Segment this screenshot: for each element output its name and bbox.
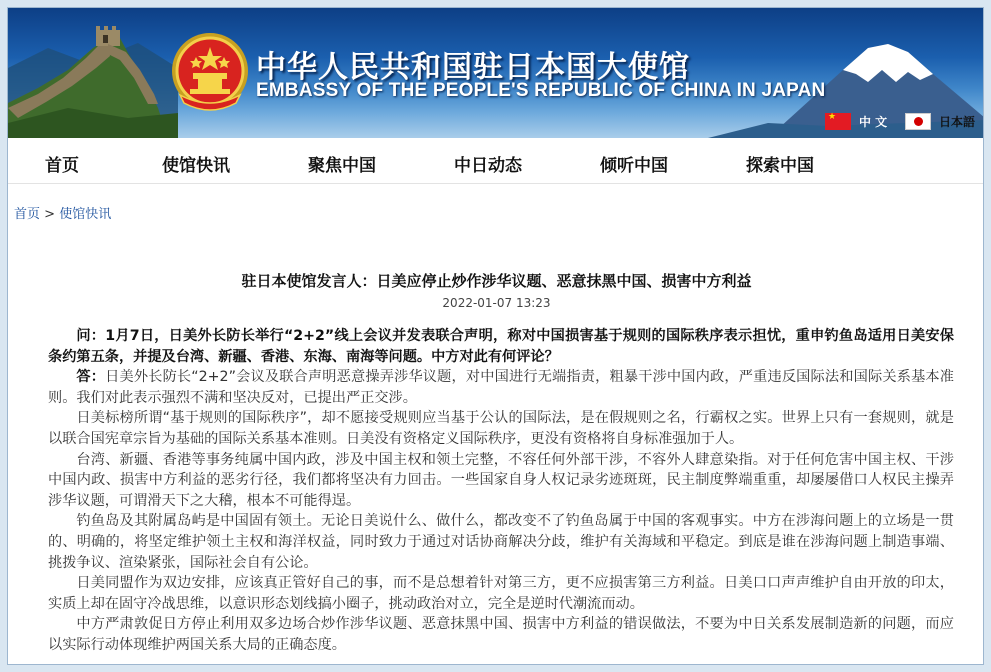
article-paragraph: 日美同盟作为双边安排，应该真正管好自己的事，而不是总想着针对第三方，更不应损害第三方利益。日美口口声声维护自由开放的印太，实质上却在固守冷战思维，以意识形态划线搞小圈子，挑动政治对立，完全是逆时代潮流而动。 <box>48 575 954 612</box>
answer-label: 答： <box>76 369 106 386</box>
main-nav <box>8 138 984 184</box>
page-frame <box>7 7 984 665</box>
language-chinese-label[interactable]: 中 文 <box>859 114 888 129</box>
language-switch-japanese[interactable] <box>905 112 975 130</box>
article-body <box>48 326 954 656</box>
article-title: 驻日本使馆发言人：日美应停止炒作涉华议题、恶意抹黑中国、损害中方利益 <box>241 272 752 290</box>
breadcrumb-home-link[interactable]: 首页 <box>14 207 41 222</box>
nav-item-explore-china[interactable]: 探索中国 <box>746 156 814 176</box>
article-paragraph: 日美标榜所谓“基于规则的国际秩序”，却不愿接受规则应当基于公认的国际法，是在假规则之名，行霸权之实。世界上只有一套规则，就是以联合国宪章宗旨为基础的国际关系基本准则。日美没有资格定义国际秩序，更没有资格将自身标准强加于人。 <box>48 410 954 447</box>
nav-item-home[interactable]: 首页 <box>45 156 79 176</box>
language-switch-chinese[interactable] <box>825 112 887 130</box>
breadcrumb <box>14 203 111 222</box>
nav-item-china-japan[interactable]: 中日动态 <box>454 156 522 176</box>
article-paragraph: 钓鱼岛及其附属岛屿是中国固有领土。无论日美说什么、做什么，都改变不了钓鱼岛属于中国的客观事实。中方在涉海问题上的立场是一贯的、明确的，将坚定维护领土主权和海洋权益，同时致力于通过对话协商解决分歧，维护有关海域和平稳定。到底是谁在涉海问题上制造事端、挑拨争议、渲染紧张，国际社会自有公论。 <box>48 513 954 571</box>
nav-item-embassy-news[interactable]: 使馆快讯 <box>162 156 230 176</box>
site-title-english: EMBASSY OF THE PEOPLE'S REPUBLIC OF CHINA IN JAPAN <box>256 80 826 101</box>
breadcrumb-current-link[interactable]: 使馆快讯 <box>59 207 112 222</box>
national-emblem-icon <box>172 33 248 110</box>
article-answer <box>48 367 954 408</box>
site-title-chinese: 中华人民共和国驻日本国大使馆 <box>256 50 690 85</box>
language-japanese-label[interactable]: 日本語 <box>939 114 976 129</box>
answer-first-text: 日美外长防长“2+2”会议及联合声明恶意操弄涉华议题，对中国进行无端指责，粗暴干涉中国内政，严重违反国际法和国际关系基本准则。我们对此表示强烈不满和坚决反对，已提出严正交涉。 <box>48 369 954 406</box>
nav-item-listen-china[interactable]: 倾听中国 <box>600 156 668 176</box>
japan-flag-icon <box>905 113 931 130</box>
article-question: 问：1月7日，日美外长防长举行“2+2”线上会议并发表联合声明，称对中国损害基于规则的国际秩序表示担忧，重申钓鱼岛适用日美安保条约第五条，并提及台湾、新疆、香港、东海、南海等问题。中方对此有何评论？ <box>48 328 954 365</box>
article-paragraph: 台湾、新疆、香港等事务纯属中国内政，涉及中国主权和领土完整，不容任何外部干涉，不容外人肆意染指。对于任何危害中国主权、干涉中国内政、损害中方利益的恶劣行径，我们都将坚决有力回击。一些国家自身人权记录劣迹斑斑，民主制度弊端重重，却屡屡借口人权民主操弄涉华议题，可谓滑天下之大稽，根本不可能得逞。 <box>48 451 954 509</box>
site-banner <box>8 8 984 138</box>
breadcrumb-separator: > <box>44 207 56 222</box>
article-paragraph: 中方严肃敦促日方停止利用双多边场合炒作涉华议题、恶意抹黑中国、损害中方利益的错误做法，不要为中日关系发展制造新的问题，而应以实际行动体现维护两国关系大局的正确态度。 <box>48 616 954 653</box>
article-date: 2022-01-07 13:23 <box>442 296 551 310</box>
china-flag-icon <box>825 113 851 130</box>
nav-item-focus-china[interactable]: 聚焦中国 <box>308 156 376 176</box>
